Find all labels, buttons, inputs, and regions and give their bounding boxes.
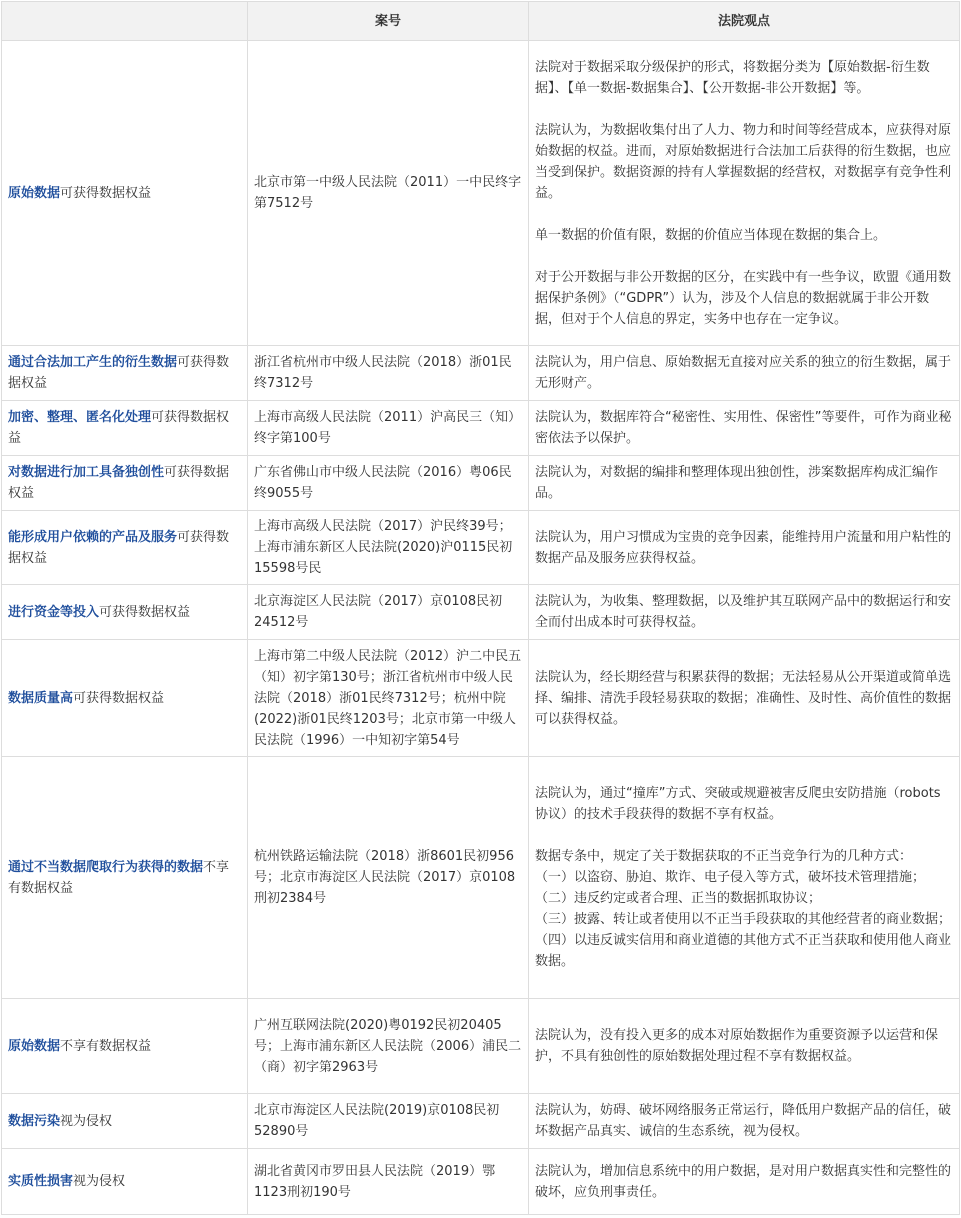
table-row [2, 757, 960, 999]
case-number-cell: 北京海淀区人民法院（2017）京0108民初24512号 [248, 585, 529, 640]
court-view-paragraph: 法院认为，为收集、整理数据，以及维护其互联网产品中的数据运行和安全而付出成本时可获得权益。 [535, 594, 952, 630]
table-row [2, 999, 960, 1094]
court-view-paragraph: 法院认为，通过“撞库”方式、突破或规避被害反爬虫安防措施（robots协议）的技术手段获得的数据不享有权益。 [535, 786, 941, 822]
category-highlight: 能形成用户依赖的产品及服务 [8, 529, 178, 545]
case-number-cell: 北京市第一中级人民法院（2011）一中民终字第7512号 [248, 41, 529, 346]
table-header-row [2, 2, 960, 41]
category-highlight: 对数据进行加工具备独创性 [8, 465, 165, 480]
category-rest: 可获得数据权益 [8, 465, 230, 501]
category-rest: 视为侵权 [60, 1113, 113, 1129]
court-view-paragraph: 法院认为，用户习惯成为宝贵的竞争因素，能维持用户流量和用户粘性的数据产品及服务应获得权益。 [535, 529, 952, 566]
category-highlight: 加密、整理、匿名化处理 [8, 410, 152, 425]
paragraph-gap [535, 99, 953, 120]
court-view-paragraph: 法院认为，没有投入更多的成本对原始数据作为重要资源予以运营和保护，不具有独创性的原始数据处理过程不享有数据权益。 [535, 1028, 939, 1064]
table-row [2, 1094, 960, 1149]
case-number-cell: 广东省佛山市中级人民法院（2016）粤06民终9055号 [248, 456, 529, 511]
court-view-cell [529, 999, 960, 1094]
court-view-cell [529, 1094, 960, 1149]
case-number-cell: 湖北省黄冈市罗田县人民法院（2019）鄂1123刑初190号 [248, 1149, 529, 1215]
category-highlight: 实质性损害 [8, 1174, 74, 1189]
court-view-cell [529, 41, 960, 346]
category-rest: 视为侵权 [73, 1174, 126, 1189]
category-rest: 不享有数据权益 [60, 1038, 152, 1054]
case-number-cell: 浙江省杭州市中级人民法院（2018）浙01民终7312号 [248, 346, 529, 401]
court-view-paragraph: （一）以盗窃、胁迫、欺诈、电子侵入等方式，破坏技术管理措施； [535, 870, 926, 885]
case-number-cell: 上海市第二中级人民法院（2012）沪二中民五（知）初字第130号；浙江省杭州市中级人民法院（2018）浙01民终7312号；杭州中院(2022)浙01民终1203号；北京市第一中级人民法院（1996）一中知初字第54号 [248, 640, 529, 757]
category-rest: 可获得数据权益 [73, 690, 165, 706]
court-view-paragraph: （二）违反约定或者合理、正当的数据抓取协议； [535, 891, 822, 906]
category-cell [2, 511, 248, 585]
court-view-paragraph: 法院对于数据采取分级保护的形式，将数据分类为【原始数据-衍生数据】、【单一数据-数据集合】、【公开数据-非公开数据】等。 [535, 59, 930, 96]
table-row [2, 1149, 960, 1215]
court-view-paragraph: 法院认为，用户信息、原始数据无直接对应关系的独立的衍生数据，属于无形财产。 [535, 355, 952, 391]
court-view-paragraph: 法院认为，对数据的编排和整理体现出独创性，涉案数据库构成汇编作品。 [535, 465, 939, 501]
court-view-paragraph: （四）以违反诚实信用和商业道德的其他方式不正当获取和使用他人商业数据。 [535, 933, 952, 969]
category-cell [2, 1149, 248, 1215]
category-cell [2, 401, 248, 456]
category-rest: 可获得数据权益 [99, 604, 191, 620]
category-cell [2, 1094, 248, 1149]
category-cell [2, 585, 248, 640]
court-view-cell [529, 456, 960, 511]
category-cell [2, 456, 248, 511]
court-view-cell [529, 346, 960, 401]
court-view-paragraph: 法院认为，为数据收集付出了人力、物力和时间等经营成本，应获得对原始数据的权益。进而，对原始数据进行合法加工后获得的衍生数据，也应当受到保护。数据资源的持有人掌握数据的经营权，对数据享有竞争性利益。 [535, 122, 952, 201]
court-view-paragraph: 对于公开数据与非公开数据的区分，在实践中有一些争议，欧盟《通用数据保护条例》（“GDPR”）认为，涉及个人信息的数据就属于非公开数据，但对于个人信息的界定，实务中也存在一定争议。 [535, 269, 952, 327]
table-row [2, 401, 960, 456]
category-highlight: 原始数据 [8, 1038, 61, 1054]
paragraph-gap [535, 204, 953, 225]
table-row [2, 585, 960, 640]
category-highlight: 进行资金等投入 [8, 604, 100, 620]
court-view-cell [529, 401, 960, 456]
category-highlight: 通过不当数据爬取行为获得的数据 [8, 859, 204, 875]
court-view-paragraph: 法院认为，经长期经营与积累获得的数据；无法轻易从公开渠道或简单选择、编排、清洗手段轻易获取的数据；准确性、及时性、高价值性的数据可以获得权益。 [535, 669, 952, 727]
table-row [2, 640, 960, 757]
case-number-cell: 上海市高级人民法院（2017）沪民终39号；上海市浦东新区人民法院(2020)沪0115民初15598号民 [248, 511, 529, 585]
court-view-cell [529, 757, 960, 999]
category-rest: 可获得数据权益 [8, 529, 230, 566]
category-rest: 不享有数据权益 [8, 859, 230, 896]
cases-table [1, 1, 960, 1215]
category-rest: 可获得数据权益 [60, 185, 152, 201]
court-view-paragraph: 法院认为，增加信息系统中的用户数据，是对用户数据真实性和完整性的破坏，应负刑事责任。 [535, 1163, 952, 1200]
court-view-cell [529, 640, 960, 757]
paragraph-gap [535, 825, 953, 846]
category-highlight: 数据污染 [8, 1113, 61, 1129]
court-view-paragraph: 数据专条中，规定了关于数据获取的不正当竞争行为的几种方式： [535, 849, 913, 864]
court-view-cell [529, 585, 960, 640]
case-number-cell: 上海市高级人民法院（2011）沪高民三（知）终字第100号 [248, 401, 529, 456]
table-row [2, 511, 960, 585]
court-view-cell [529, 1149, 960, 1215]
court-view-cell [529, 511, 960, 585]
category-rest: 可获得数据权益 [8, 410, 230, 446]
header-category [2, 2, 248, 41]
category-rest: 可获得数据权益 [8, 355, 230, 391]
table-row [2, 456, 960, 511]
court-view-paragraph: 法院认为，数据库符合“秘密性、实用性、保密性”等要件，可作为商业秘密依法予以保护。 [535, 410, 952, 446]
case-number-cell: 广州互联网法院(2020)粤0192民初20405号；上海市浦东新区人民法院（2006）浦民二（商）初字第2963号 [248, 999, 529, 1094]
table-row [2, 346, 960, 401]
court-view-paragraph: 单一数据的价值有限，数据的价值应当体现在数据的集合上。 [535, 227, 887, 243]
category-highlight: 数据质量高 [8, 690, 74, 706]
category-cell [2, 346, 248, 401]
case-number-cell: 杭州铁路运输法院（2018）浙8601民初956号；北京市海淀区人民法院（2017）京0108刑初2384号 [248, 757, 529, 999]
paragraph-gap [535, 246, 953, 267]
category-cell [2, 640, 248, 757]
category-cell [2, 41, 248, 346]
court-view-paragraph: 法院认为，妨碍、破坏网络服务正常运行，降低用户数据产品的信任，破坏数据产品真实、诚信的生态系统，视为侵权。 [535, 1103, 952, 1139]
table-row [2, 41, 960, 346]
header-case-number: 案号 [248, 2, 529, 41]
category-cell [2, 757, 248, 999]
court-view-paragraph: （三）披露、转让或者使用以不正当手段获取的其他经营者的商业数据； [535, 912, 952, 927]
case-number-cell: 北京市海淀区人民法院(2019)京0108民初52890号 [248, 1094, 529, 1149]
category-cell [2, 999, 248, 1094]
category-highlight: 原始数据 [8, 185, 61, 201]
category-highlight: 通过合法加工产生的衍生数据 [8, 355, 178, 370]
header-court-view: 法院观点 [529, 2, 960, 41]
